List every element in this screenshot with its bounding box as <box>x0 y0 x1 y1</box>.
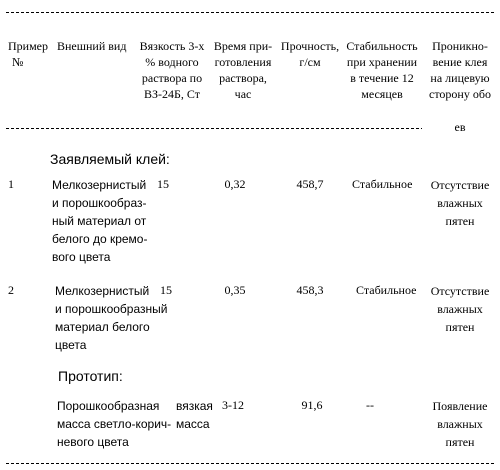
cell-penetration: Отсутствие влажных пятен <box>430 178 490 228</box>
header-viscosity: Вязкость 3-х % водного раствора по ВЗ-24Б, Ст <box>139 39 205 101</box>
header-strength: Прочность, г/см <box>280 39 340 69</box>
cell-strength: 458,3 <box>296 283 324 297</box>
cell-strength: 91,6 <box>301 398 323 412</box>
header-example: Пример № <box>8 39 49 69</box>
table-header-rule <box>6 128 494 129</box>
cell-strength: 458,7 <box>296 177 324 191</box>
cell-prep-time: 0,32 <box>224 177 246 191</box>
header-penetration-tail: ев <box>422 121 498 133</box>
cell-stability: Стабильное <box>352 177 413 191</box>
cell-appearance: Мелкозернистый и порошкообразный материал белого цвета <box>55 284 168 352</box>
section-title-claimed: Заявляемый клей: <box>50 151 170 167</box>
cell-prep-time: 0,35 <box>224 283 246 297</box>
section-title-prototype: Прототип: <box>58 368 123 384</box>
cell-viscosity: 15 <box>157 177 169 191</box>
table-top-rule <box>6 12 494 13</box>
header-stability: Стабильность при хранении в течение 12 месяцев <box>346 39 418 101</box>
cell-penetration: Отсутствие влажных пятен <box>430 284 490 334</box>
cell-appearance: Мелкозернистый и порошкообраз- ный материал от белого до кремо- вого цвета <box>52 178 148 264</box>
header-penetration: Проникно- вение клея на лицевую сторону обо <box>429 39 491 101</box>
cell-appearance: Порошкообразная масса светло-корич- невого цвета <box>57 399 172 449</box>
cell-penetration: Появление влажных пятен <box>432 399 488 449</box>
cell-example: 1 <box>8 177 14 191</box>
cell-stability: Стабильное <box>356 283 417 297</box>
cell-viscosity: 15 <box>160 283 172 297</box>
table-bottom-rule <box>6 463 494 464</box>
header-prep-time: Время при- готовления раствора, час <box>213 39 273 101</box>
cell-example: 2 <box>8 283 14 297</box>
cell-stability: -- <box>366 398 374 412</box>
header-appearance: Внешний вид <box>57 39 127 53</box>
cell-prep-time: 3-12 <box>222 398 244 412</box>
cell-viscosity: вязкая масса <box>176 399 213 431</box>
